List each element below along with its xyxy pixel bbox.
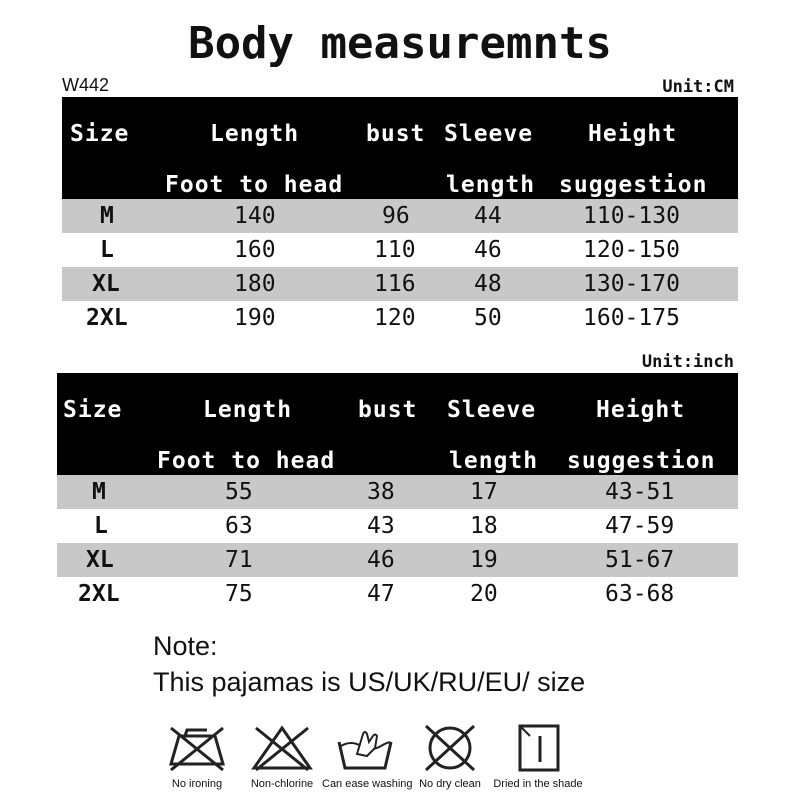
cell-bust: 120 xyxy=(374,305,416,331)
cell-bust: 110 xyxy=(374,237,416,263)
cell-bust: 38 xyxy=(367,479,395,505)
header-sleeve: Sleeve xyxy=(444,121,534,147)
header-sleeve-sub: length xyxy=(446,172,536,198)
table-row xyxy=(57,543,738,577)
cell-size: L xyxy=(100,237,114,263)
cell-bust: 43 xyxy=(367,513,395,539)
cell-sleeve: 19 xyxy=(470,547,498,573)
cell-bust: 46 xyxy=(367,547,395,573)
cell-height: 51-67 xyxy=(605,547,675,573)
dry-in-shade-icon xyxy=(506,722,570,774)
note-heading: Note: xyxy=(153,631,218,661)
cell-height: 120-150 xyxy=(583,237,680,263)
header-length: Length xyxy=(203,397,293,423)
cell-height: 47-59 xyxy=(605,513,675,539)
table-row xyxy=(57,577,738,611)
cell-sleeve: 46 xyxy=(474,237,502,263)
care-item xyxy=(416,722,484,790)
table-row xyxy=(62,267,738,301)
page-title: Body measuremnts xyxy=(188,18,612,69)
header-sleeve: Sleeve xyxy=(447,397,537,423)
care-item xyxy=(322,722,413,790)
care-label: No dry clean xyxy=(419,778,481,790)
cell-bust: 47 xyxy=(367,581,395,607)
cell-length: 55 xyxy=(225,479,253,505)
header-sleeve-sub: length xyxy=(449,448,539,474)
header-size: Size xyxy=(70,121,130,147)
table-header xyxy=(62,97,738,199)
cell-size: XL xyxy=(86,547,114,573)
cell-height: 130-170 xyxy=(583,271,680,297)
cell-size: M xyxy=(92,479,106,505)
care-label: Non-chlorine xyxy=(250,778,314,790)
care-label: No ironing xyxy=(171,778,223,790)
table-row xyxy=(57,509,738,543)
header-height-sub: suggestion xyxy=(567,448,716,474)
header-length-sub: Foot to head xyxy=(165,172,344,198)
cell-sleeve: 50 xyxy=(474,305,502,331)
cell-size: L xyxy=(94,513,108,539)
header-height: Height xyxy=(596,397,686,423)
cell-size: 2XL xyxy=(78,581,120,607)
no-ironing-icon xyxy=(165,722,229,774)
header-length: Length xyxy=(210,121,300,147)
cell-height: 43-51 xyxy=(605,479,675,505)
table-header xyxy=(57,373,738,475)
header-height-sub: suggestion xyxy=(559,172,708,198)
cell-sleeve: 20 xyxy=(470,581,498,607)
no-dry-clean-icon xyxy=(418,722,482,774)
note-text: This pajamas is US/UK/RU/EU/ size xyxy=(153,667,586,697)
cell-sleeve: 44 xyxy=(474,203,502,229)
cell-length: 75 xyxy=(225,581,253,607)
size-table-inch xyxy=(57,373,738,611)
cell-length: 190 xyxy=(234,305,276,331)
header-size: Size xyxy=(63,397,123,423)
care-item xyxy=(163,722,231,790)
product-code: W442 xyxy=(62,75,110,95)
care-label: Dried in the shade xyxy=(493,778,583,790)
cell-size: M xyxy=(100,203,114,229)
size-table-cm xyxy=(62,97,738,335)
table-row xyxy=(62,233,738,267)
cell-sleeve: 17 xyxy=(470,479,498,505)
care-item xyxy=(248,722,316,790)
header-length-sub: Foot to head xyxy=(157,448,336,474)
table-row xyxy=(62,301,738,335)
cell-length: 63 xyxy=(225,513,253,539)
non-chlorine-icon xyxy=(250,722,314,774)
cell-size: XL xyxy=(92,271,120,297)
table-row xyxy=(62,199,738,233)
cell-bust: 96 xyxy=(382,203,410,229)
header-bust: bust xyxy=(358,397,418,423)
unit-label-inch: Unit:inch xyxy=(641,352,734,372)
unit-label-cm: Unit:CM xyxy=(662,77,734,97)
cell-sleeve: 18 xyxy=(470,513,498,539)
hand-wash-icon xyxy=(333,722,397,774)
header-height: Height xyxy=(588,121,678,147)
care-item xyxy=(490,722,586,790)
cell-height: 63-68 xyxy=(605,581,675,607)
cell-height: 160-175 xyxy=(583,305,680,331)
care-label: Can ease washing xyxy=(322,778,413,790)
cell-height: 110-130 xyxy=(583,203,680,229)
cell-length: 140 xyxy=(234,203,276,229)
table-row xyxy=(57,475,738,509)
cell-sleeve: 48 xyxy=(474,271,502,297)
cell-size: 2XL xyxy=(86,305,128,331)
cell-bust: 116 xyxy=(374,271,416,297)
cell-length: 160 xyxy=(234,237,276,263)
header-bust: bust xyxy=(366,121,426,147)
cell-length: 180 xyxy=(234,271,276,297)
cell-length: 71 xyxy=(225,547,253,573)
